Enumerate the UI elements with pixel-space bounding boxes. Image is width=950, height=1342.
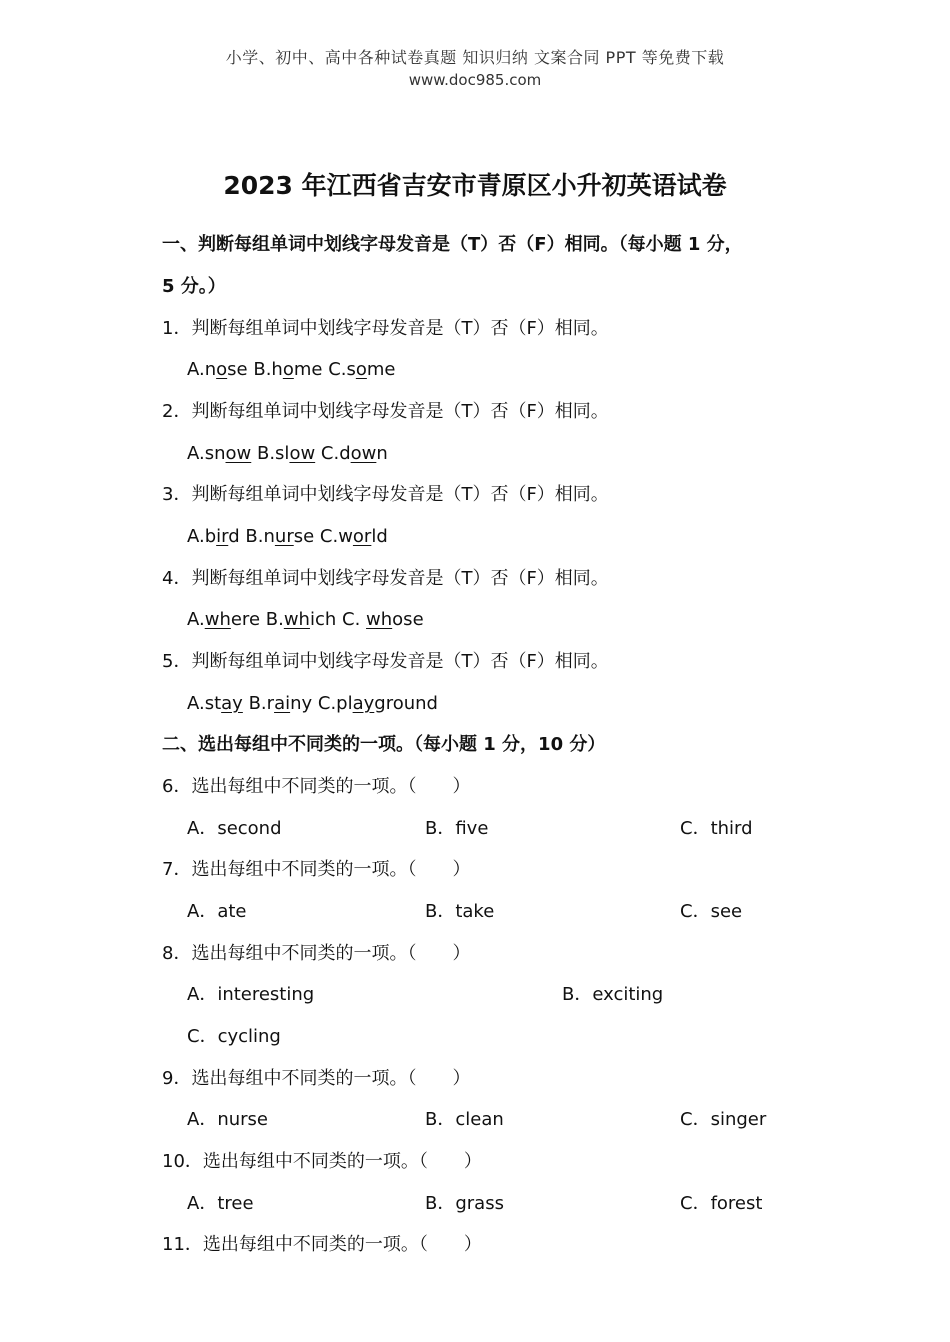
word-a: A.bird: [187, 526, 240, 547]
question-9-option-b: B．clean: [425, 1109, 504, 1130]
question-7-option-b: B．take: [425, 901, 495, 922]
question-8-option-a: A．interesting: [187, 984, 315, 1005]
section1-heading: 一、判断每组单词中划线字母发音是（T）否（F）相同。（每小题 1 分，: [162, 234, 743, 255]
section2-heading: 二、选出每组中不同类的一项。（每小题 1 分，10 分）: [162, 734, 606, 755]
word-a: A.where: [187, 609, 261, 630]
question-10-option-a: A．tree: [187, 1193, 254, 1214]
question-5-stem: 5．判断每组单词中划线字母发音是（T）否（F）相同。: [162, 651, 609, 672]
question-10-option-c: C．forest: [680, 1193, 763, 1214]
question-4-words: [187, 608, 424, 632]
question-10-stem: 10．选出每组中不同类的一项。（ ）: [162, 1151, 482, 1172]
question-9-stem: 9．选出每组中不同类的一项。（ ）: [162, 1068, 471, 1089]
word-a: A.nose: [187, 359, 248, 380]
page-title: 2023 年江西省吉安市青原区小升初英语试卷: [223, 171, 727, 200]
question-3-stem: 3．判断每组单词中划线字母发音是（T）否（F）相同。: [162, 484, 609, 505]
question-9-option-a: A．nurse: [187, 1109, 268, 1130]
word-c: C.world: [319, 526, 388, 547]
question-7-stem: 7．选出每组中不同类的一项。（ ）: [162, 859, 471, 880]
question-2-stem: 2．判断每组单词中划线字母发音是（T）否（F）相同。: [162, 401, 609, 422]
question-1-stem: 1．判断每组单词中划线字母发音是（T）否（F）相同。: [162, 318, 609, 339]
header-site-url[interactable]: www.doc985.com: [408, 71, 542, 89]
word-c: C.down: [320, 443, 388, 464]
word-a: A.snow: [187, 443, 252, 464]
question-7-option-c: C．see: [680, 901, 743, 922]
question-10-option-b: B．grass: [425, 1193, 504, 1214]
word-b: B.nurse: [245, 526, 315, 547]
word-a: A.stay: [187, 693, 243, 714]
question-6-stem: 6．选出每组中不同类的一项。（ ）: [162, 776, 471, 797]
question-11-stem: 11．选出每组中不同类的一项。（ ）: [162, 1234, 482, 1255]
question-4-stem: 4．判断每组单词中划线字母发音是（T）否（F）相同。: [162, 568, 609, 589]
question-1-words: [187, 358, 395, 382]
word-c: C.some: [328, 359, 396, 380]
question-2-words: [187, 442, 388, 466]
header-site-slogan: 小学、初中、高中各种试卷真题 知识归纳 文案合同 PPT 等免费下载: [225, 48, 725, 67]
question-5-words: [187, 692, 438, 716]
question-9-option-c: C．singer: [680, 1109, 767, 1130]
section1-heading-cont: 5 分。）: [162, 276, 226, 297]
question-6-option-a: A．second: [187, 818, 282, 839]
question-7-option-a: A．ate: [187, 901, 247, 922]
question-8-stem: 8．选出每组中不同类的一项。（ ）: [162, 943, 471, 964]
word-b: B.rainy: [248, 693, 313, 714]
question-8-option-b: B．exciting: [562, 984, 664, 1005]
question-3-words: [187, 525, 388, 549]
word-c: C. whose: [342, 609, 424, 630]
word-b: B.slow: [256, 443, 316, 464]
word-b: B.home: [253, 359, 323, 380]
question-6-option-b: B．five: [425, 818, 489, 839]
word-c: C.playground: [317, 693, 438, 714]
question-6-option-c: C．third: [680, 818, 753, 839]
word-b: B.which: [265, 609, 337, 630]
question-8-option-c: C．cycling: [187, 1026, 281, 1047]
